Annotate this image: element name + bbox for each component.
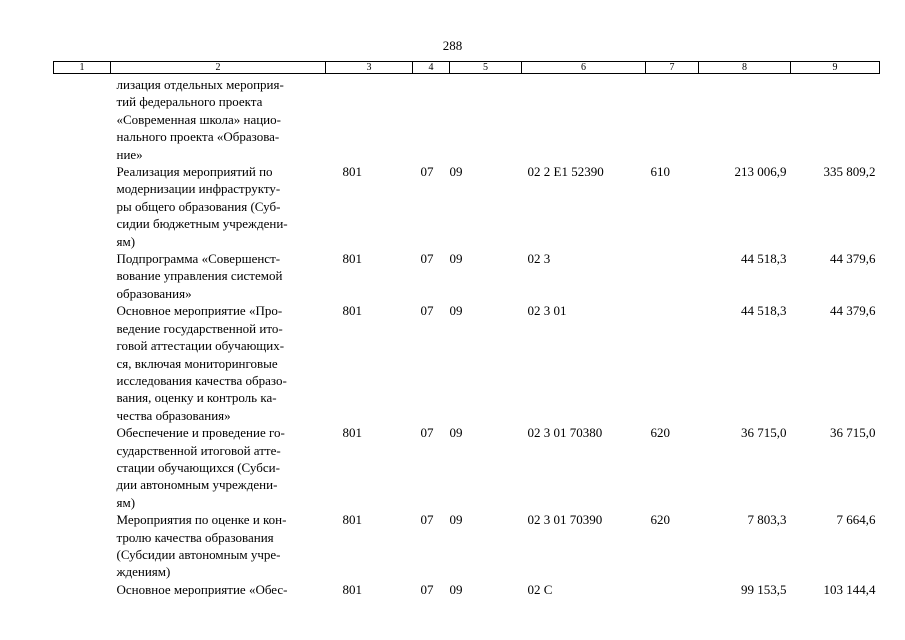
amount-year1-cell	[699, 74, 791, 164]
item-name-line: ведение государственной ито-	[116, 320, 283, 336]
grbs-cell: 801	[342, 512, 362, 528]
amount-year1-cell: 44 518,3	[741, 251, 787, 267]
column-header: 7	[646, 62, 699, 74]
column-header: 4	[413, 62, 450, 74]
expense-type-cell: 610	[650, 164, 670, 180]
subsection-cell: 09	[449, 512, 463, 528]
item-name-cell	[111, 74, 326, 164]
row-number-cell	[54, 511, 111, 581]
section-cell: 07	[420, 251, 434, 267]
column-header: 1	[54, 62, 111, 74]
item-name-line: «Современная школа» нацио-	[116, 111, 281, 127]
expense-type-cell	[646, 581, 699, 598]
item-name-line: лизация отдельных мероприя-	[116, 77, 284, 92]
table-row	[54, 163, 880, 250]
amount-year2-cell: 36 715,0	[830, 425, 876, 441]
target-article-cell: 02 3 01	[527, 303, 567, 319]
target-article-cell: 02 С	[527, 581, 553, 597]
row-number-cell	[54, 74, 111, 164]
column-header: 3	[326, 62, 413, 74]
expense-type-cell	[646, 302, 699, 424]
section-cell: 07	[420, 425, 434, 441]
grbs-cell: 801	[342, 303, 362, 319]
item-name-line: (Субсидии автономным учре-	[116, 546, 281, 562]
expense-type-cell: 620	[650, 512, 670, 528]
table-body	[54, 74, 880, 599]
item-name-line: Реализация мероприятий по	[116, 164, 273, 180]
table-row	[54, 424, 880, 511]
item-name-cell	[111, 163, 326, 250]
item-name-line: Основное мероприятие «Про-	[116, 303, 283, 319]
item-name-line: ся, включая мониторинговые	[116, 355, 278, 371]
amount-year2-cell: 44 379,6	[830, 303, 876, 319]
grbs-cell: 801	[342, 425, 362, 441]
amount-year2-cell: 103 144,4	[823, 581, 876, 597]
item-name-line: вование управления системой	[116, 268, 283, 284]
target-article-cell: 02 2 E1 52390	[527, 164, 604, 180]
target-article-cell	[522, 74, 646, 164]
target-article-cell: 02 3 01 70380	[527, 425, 603, 441]
section-cell: 07	[420, 512, 434, 528]
item-name-line: тий федерального проекта	[116, 94, 263, 110]
table-header-row	[54, 62, 880, 74]
subsection-cell: 09	[449, 581, 463, 597]
grbs-cell	[326, 74, 413, 164]
subsection-cell: 09	[449, 251, 463, 267]
item-name-line: нального проекта «Образова-	[116, 129, 280, 145]
amount-year1-cell: 99 153,5	[741, 581, 787, 597]
item-name-line: Основное мероприятие «Обес-	[116, 581, 288, 597]
item-name-line: образования»	[116, 285, 192, 301]
column-header: 2	[111, 62, 326, 74]
item-name-line: Мероприятия по оценке и кон-	[116, 512, 287, 528]
amount-year2-cell: 44 379,6	[830, 251, 876, 267]
item-name-line: сударственной итоговой атте-	[116, 442, 281, 458]
table-row	[54, 581, 880, 598]
row-number-cell	[54, 250, 111, 302]
amount-year1-cell: 36 715,0	[741, 425, 787, 441]
amount-year1-cell: 7 803,3	[747, 512, 787, 528]
subsection-cell: 09	[449, 164, 463, 180]
amount-year1-cell: 44 518,3	[741, 303, 787, 319]
item-name-cell	[111, 511, 326, 581]
amount-year2-cell: 7 664,6	[836, 512, 876, 528]
column-header: 8	[699, 62, 791, 74]
item-name-line: говой аттестации обучающих-	[116, 338, 285, 354]
grbs-cell: 801	[342, 251, 362, 267]
item-name-line: модернизации инфраструкту-	[116, 181, 281, 197]
item-name-line: ры общего образования (Суб-	[116, 198, 281, 214]
item-name-line: исследования качества образо-	[116, 372, 287, 388]
subsection-cell: 09	[449, 425, 463, 441]
row-number-cell	[54, 581, 111, 598]
item-name-line: Обеспечение и проведение го-	[116, 425, 285, 441]
amount-year2-cell	[791, 74, 880, 164]
subsection-cell	[450, 74, 522, 164]
budget-table	[53, 61, 880, 598]
table-row	[54, 302, 880, 424]
target-article-cell: 02 3	[527, 251, 551, 267]
expense-type-cell	[646, 250, 699, 302]
expense-type-cell	[646, 74, 699, 164]
column-header: 6	[522, 62, 646, 74]
column-header: 5	[450, 62, 522, 74]
item-name-cell	[111, 250, 326, 302]
item-name-line: ям)	[116, 233, 136, 249]
amount-year2-cell: 335 809,2	[823, 164, 876, 180]
row-number-cell	[54, 424, 111, 511]
grbs-cell: 801	[342, 164, 362, 180]
item-name-line: ждениям)	[116, 564, 171, 580]
subsection-cell: 09	[449, 303, 463, 319]
section-cell: 07	[420, 164, 434, 180]
amount-year1-cell: 213 006,9	[734, 164, 787, 180]
item-name-line: сидии бюджетным учреждени-	[116, 216, 288, 232]
column-header: 9	[791, 62, 880, 74]
row-number-cell	[54, 163, 111, 250]
item-name-line: ям)	[116, 494, 136, 510]
page-number: 288	[442, 38, 463, 53]
item-name-line: стации обучающихся (Субси-	[116, 459, 280, 475]
item-name-line: ние»	[116, 146, 143, 162]
table-row	[54, 250, 880, 302]
row-number-cell	[54, 302, 111, 424]
section-cell	[413, 74, 450, 164]
expense-type-cell: 620	[650, 425, 670, 441]
item-name-line: дии автономным учреждени-	[116, 477, 278, 493]
section-cell: 07	[420, 303, 434, 319]
section-cell: 07	[420, 581, 434, 597]
grbs-cell: 801	[342, 581, 362, 597]
item-name-line: вания, оценку и контроль ка-	[116, 390, 277, 406]
table-row	[54, 511, 880, 581]
item-name-cell	[111, 581, 326, 598]
item-name-line: Подпрограмма «Совершенст-	[116, 251, 281, 267]
item-name-cell	[111, 302, 326, 424]
table-row	[54, 74, 880, 164]
item-name-cell	[111, 424, 326, 511]
item-name-line: тролю качества образования	[116, 529, 274, 545]
target-article-cell: 02 3 01 70390	[527, 512, 603, 528]
item-name-line: чества образования»	[116, 407, 231, 423]
